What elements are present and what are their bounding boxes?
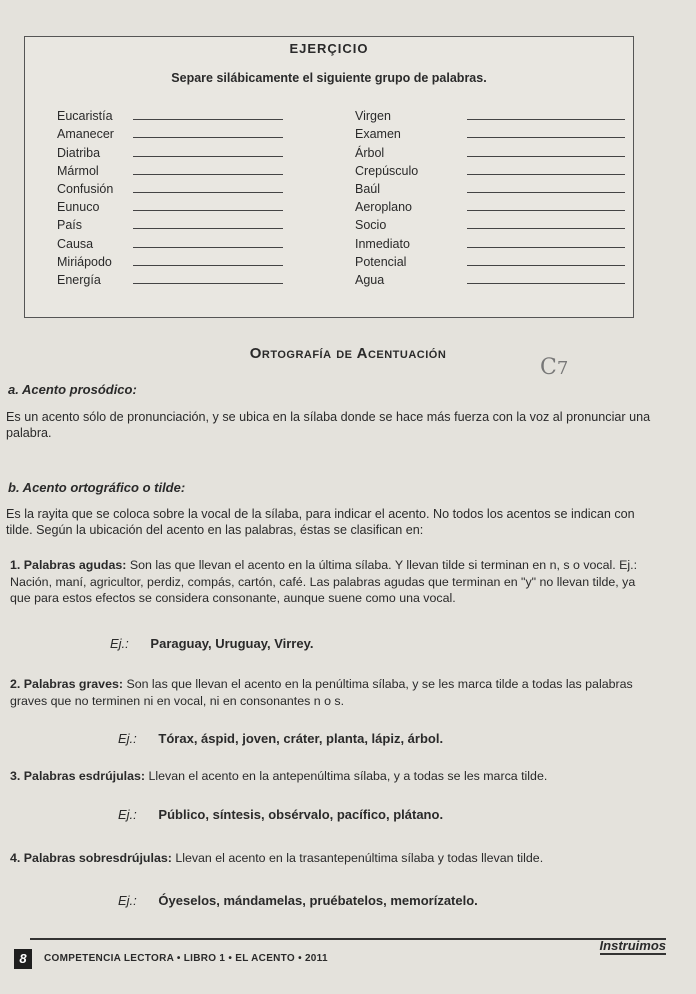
word-row: [57, 196, 283, 214]
section-title: Ortografía de Acentuación: [249, 345, 447, 362]
answer-blank[interactable]: [467, 191, 625, 193]
example-agudas: [110, 636, 313, 651]
pencil-mark-icon: C7: [540, 355, 569, 380]
word-row: [355, 214, 625, 232]
answer-blank[interactable]: [133, 136, 283, 138]
item-text: Llevan el acento en la trasantepenúltima sílaba y todas llevan tilde.: [175, 851, 544, 865]
word: Diatriba: [57, 145, 101, 160]
list-item-agudas: [10, 557, 656, 607]
right-word-list: [355, 105, 625, 287]
example-words: Óyeselos, mándamelas, pruébatelos, memorízatelo.: [158, 893, 478, 908]
item-text: Son las que llevan el acento en la penúltima sílaba, y se les marca tilde a todas las palabras graves que no terminen ni en vocal, ni en consonantes n o s.: [10, 677, 633, 708]
word-row: [355, 123, 625, 141]
answer-blank[interactable]: [467, 246, 625, 248]
answer-blank[interactable]: [467, 264, 625, 266]
footer-text: COMPETENCIA LECTORA • LIBRO 1 • EL ACENTO • 2011: [44, 953, 328, 964]
answer-blank[interactable]: [133, 118, 283, 120]
answer-blank[interactable]: [467, 209, 625, 211]
example-label: Ej.:: [118, 893, 137, 908]
word: Eucaristía: [57, 109, 113, 124]
word-row: [57, 251, 283, 269]
heading-acento-prosodico: a. Acento prosódico:: [8, 382, 137, 397]
word-row: [355, 251, 625, 269]
answer-blank[interactable]: [467, 118, 625, 120]
item-name: Palabras sobresdrújulas:: [23, 851, 172, 865]
word: Agua: [355, 272, 385, 287]
item-number: 1.: [10, 558, 21, 572]
word-row: [57, 214, 283, 232]
word: Examen: [355, 127, 401, 142]
footer-divider: [30, 938, 666, 940]
word: Árbol: [355, 145, 385, 160]
word-row: [57, 105, 283, 123]
example-graves: [118, 731, 443, 746]
answer-blank[interactable]: [133, 246, 283, 248]
example-esdrujulas: [118, 807, 443, 822]
example-words: Público, síntesis, obsérvalo, pacífico, plátano.: [158, 807, 444, 822]
word-row: [57, 269, 283, 287]
word-row: [355, 105, 625, 123]
answer-blank[interactable]: [467, 227, 625, 229]
word-row: [57, 141, 283, 159]
example-words: Tórax, áspid, joven, cráter, planta, lápiz, árbol.: [158, 731, 444, 746]
item-name: Palabras agudas:: [23, 558, 127, 572]
word-row: [57, 232, 283, 250]
answer-blank[interactable]: [133, 282, 283, 284]
item-number: 2.: [10, 677, 21, 691]
list-item-esdrujulas: [10, 768, 656, 785]
answer-blank[interactable]: [133, 264, 283, 266]
word: Mármol: [57, 163, 99, 178]
answer-blank[interactable]: [133, 191, 283, 193]
page-number: 8: [14, 949, 32, 969]
list-item-sobresdrujulas: [10, 850, 656, 867]
brand-logo: Instruimos: [599, 938, 666, 953]
item-text: Llevan el acento en la antepenúltima sílaba, y a todas se les marca tilde.: [148, 769, 548, 783]
word: Potencial: [355, 254, 407, 269]
word-row: [57, 160, 283, 178]
word: Energía: [57, 272, 101, 287]
heading-acento-ortografico: b. Acento ortográfico o tilde:: [8, 480, 186, 495]
example-label: Ej.:: [118, 731, 137, 746]
word-row: [57, 123, 283, 141]
word: Socio: [355, 218, 387, 233]
word: Crepúsculo: [355, 163, 419, 178]
word: País: [57, 218, 83, 233]
word-row: [355, 160, 625, 178]
item-name: Palabras esdrújulas:: [23, 769, 146, 783]
word-row: [355, 232, 625, 250]
word: Eunuco: [57, 200, 100, 215]
word: Causa: [57, 236, 94, 251]
item-number: 3.: [10, 769, 21, 783]
answer-blank[interactable]: [467, 155, 625, 157]
item-text: Son las que llevan el acento en la última sílaba. Y llevan tilde si terminan en n, s o vocal. Ej.: Nación, maní, agricultor, perdiz, compás, cartón, café. Las palabras agudas que terminan en "y" no llevan tilde, ya que para estos efectos se considera consonante, aunque suene como una vocal.: [10, 558, 638, 605]
list-item-graves: [10, 676, 656, 709]
answer-blank[interactable]: [133, 173, 283, 175]
word: Aeroplano: [355, 200, 412, 215]
exercise-box: [24, 36, 634, 318]
answer-blank[interactable]: [467, 282, 625, 284]
word: Confusión: [57, 181, 114, 196]
answer-blank[interactable]: [133, 155, 283, 157]
item-name: Palabras graves:: [23, 677, 123, 691]
answer-blank[interactable]: [467, 173, 625, 175]
left-word-list: [57, 105, 283, 287]
word-row: [355, 196, 625, 214]
word: Inmediato: [355, 236, 410, 251]
word-row: [355, 141, 625, 159]
word-row: [355, 269, 625, 287]
word-row: [57, 178, 283, 196]
exercise-title: EJERÇICIO: [289, 41, 369, 56]
answer-blank[interactable]: [133, 227, 283, 229]
paragraph-acento-ortografico: Es la rayita que se coloca sobre la vocal de la sílaba, para indicar el acento. No todos los acentos se indican con tilde. Según la ubicación del acento en las palabras, éstas se clasifican en:: [6, 507, 635, 537]
example-sobresdrujulas: [118, 893, 478, 908]
word: Virgen: [355, 109, 391, 124]
answer-blank[interactable]: [467, 136, 625, 138]
example-label: Ej.:: [110, 636, 129, 651]
word-row: [355, 178, 625, 196]
word: Miriápodo: [57, 254, 112, 269]
exercise-instruction: Separe silábicamente el siguiente grupo de palabras.: [171, 71, 487, 85]
word: Amanecer: [57, 127, 114, 142]
answer-blank[interactable]: [133, 209, 283, 211]
example-words: Paraguay, Uruguay, Virrey.: [150, 636, 314, 651]
example-label: Ej.:: [118, 807, 137, 822]
item-number: 4.: [10, 851, 21, 865]
word: Baúl: [355, 181, 381, 196]
paragraph-acento-prosodico: Es un acento sólo de pronunciación, y se ubica en la sílaba donde se hace más fuerza con la voz al pronunciar una palabra.: [6, 410, 651, 440]
